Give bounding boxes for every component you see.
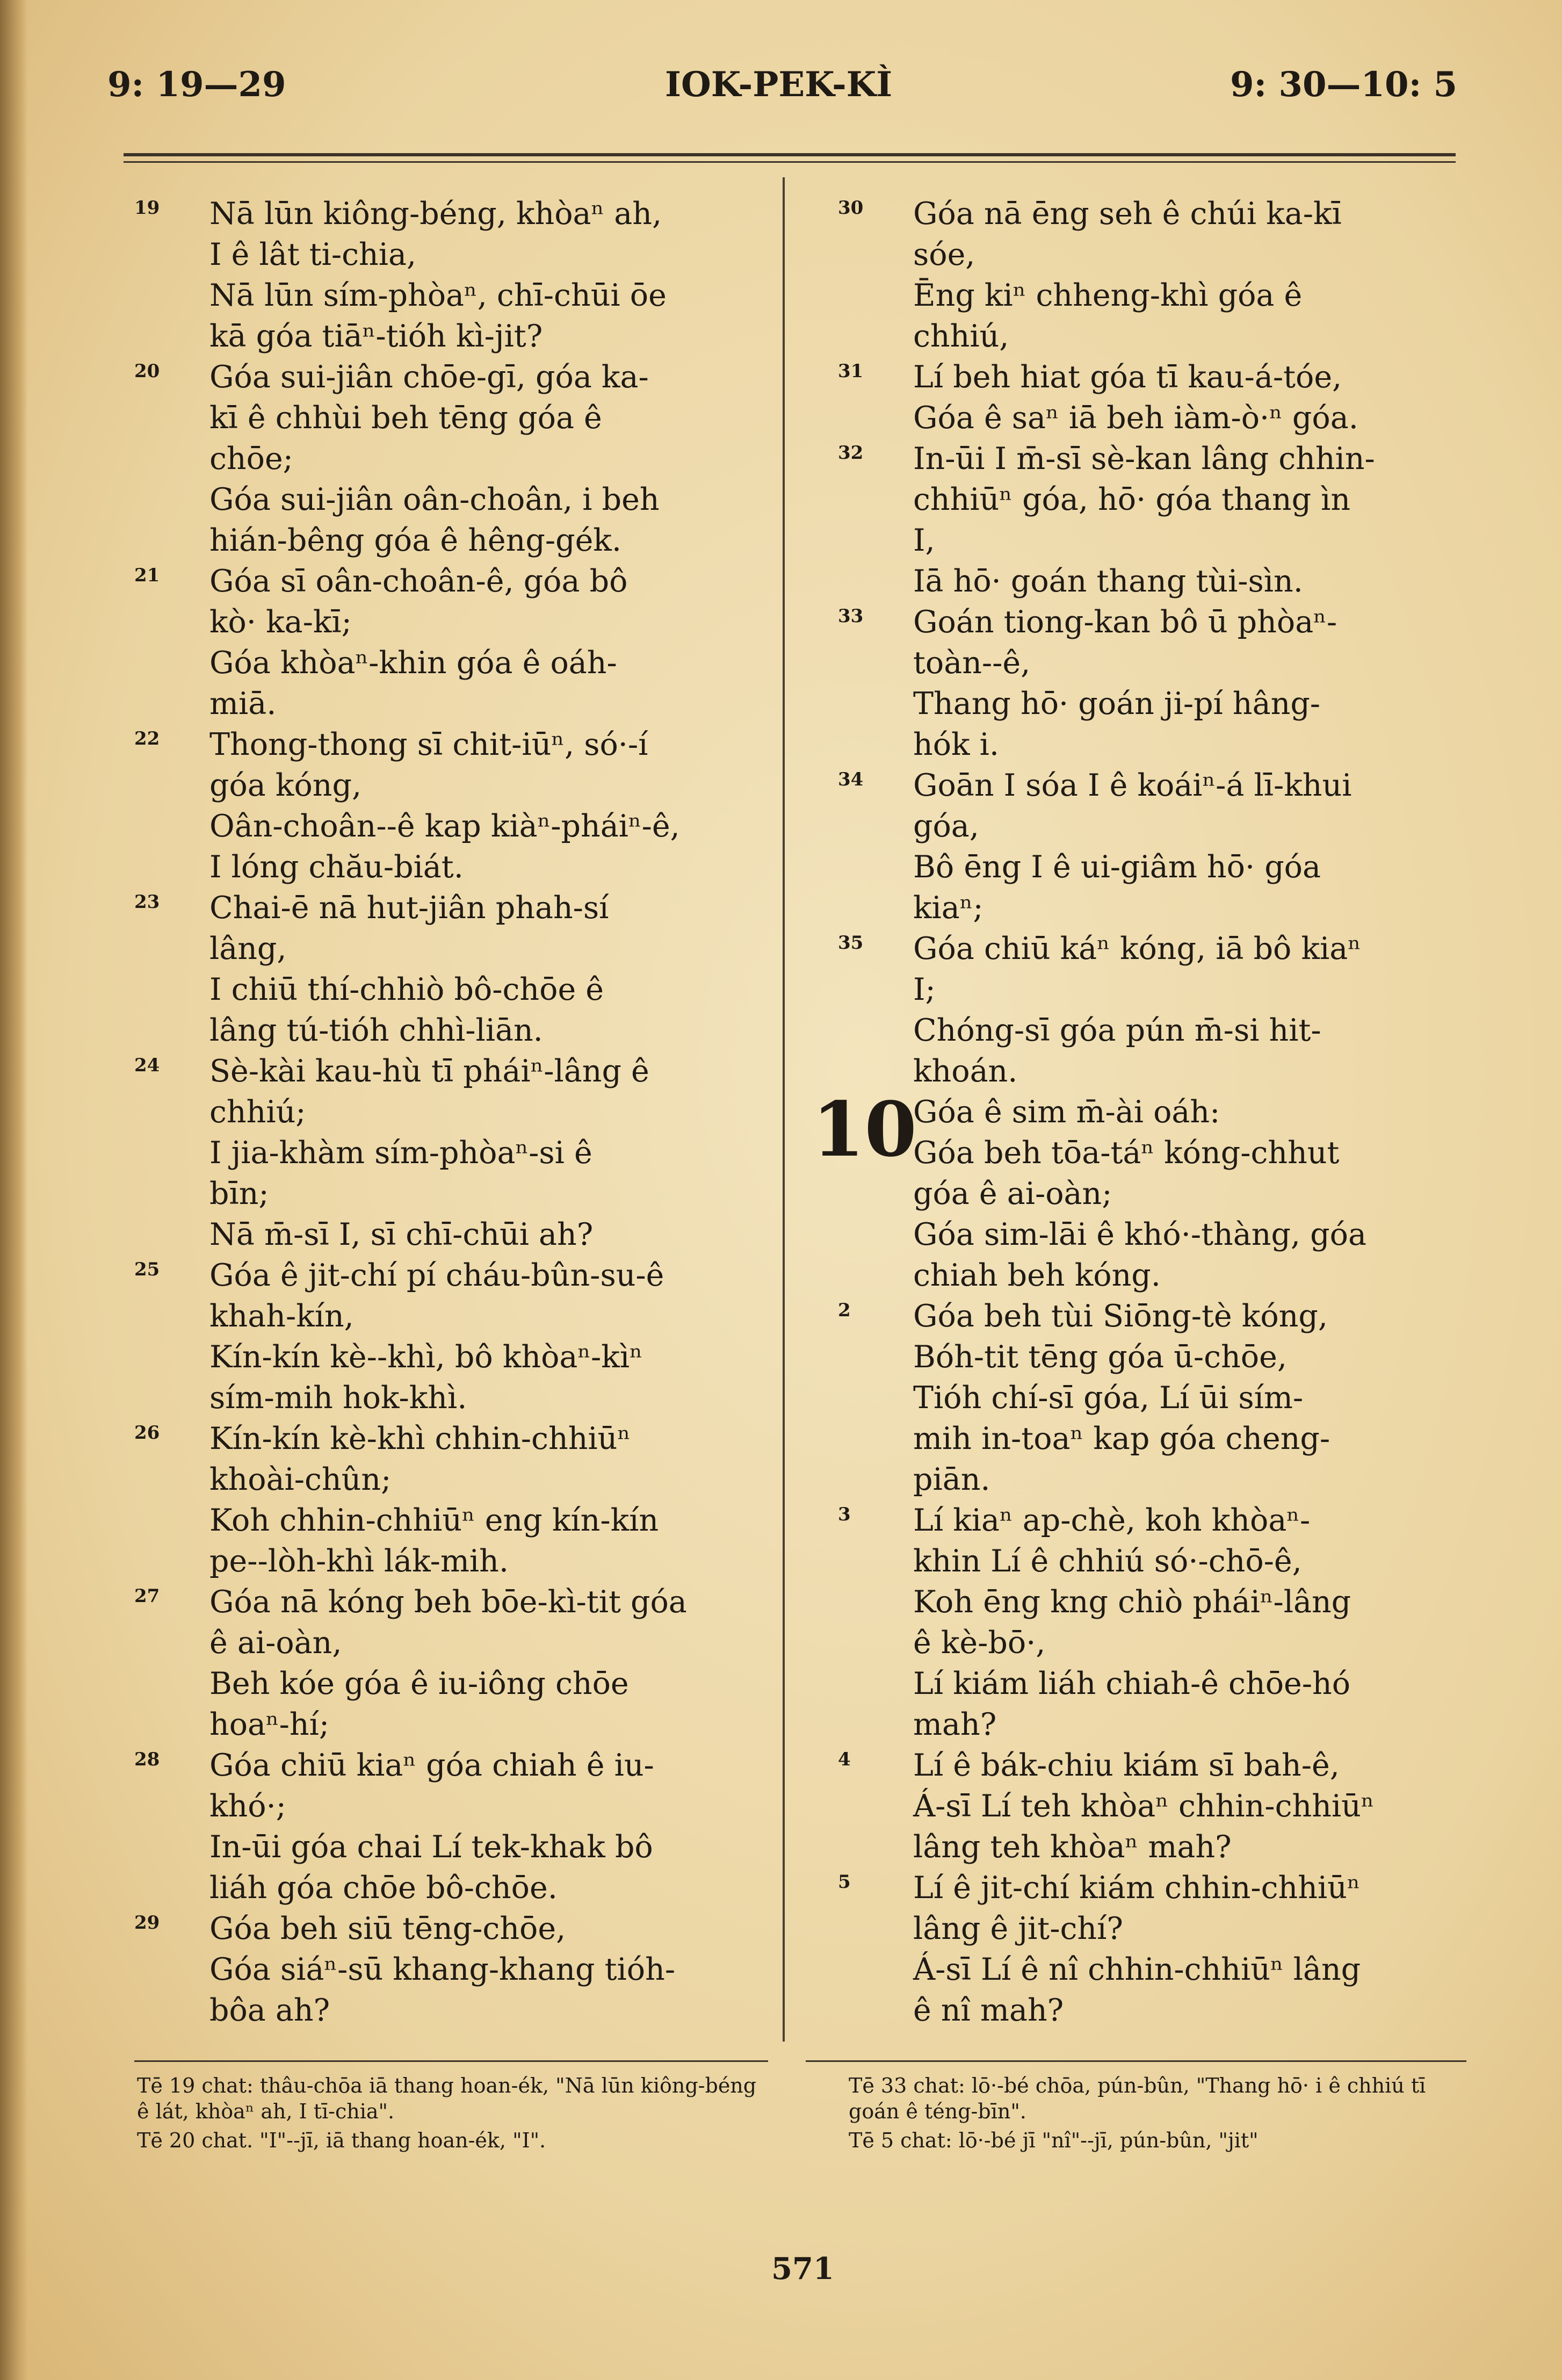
footnote-rule-right [806, 2060, 1466, 2062]
verse-line: I jia-khàm sím-phòaⁿ-si ê [209, 1135, 592, 1171]
left-text-column [134, 193, 714, 2031]
verse-line: Tióh chí-sī góa, Lí ūi sím- [913, 1380, 1304, 1416]
verse-line: chhiūⁿ góa, hō· góa thang ìn [913, 482, 1351, 517]
verse-line: Koh chhin-chhiūⁿ eng kín-kín [209, 1503, 659, 1538]
verse-line: Nā lūn kiông-béng, khòaⁿ ah, [209, 196, 662, 232]
verse [838, 1500, 1461, 1745]
footnote: Tē 5 chat: lō·-bé jī "nî"--jī, pún-bûn, "jit" [849, 2129, 1259, 2152]
verse-line: Góa beh siū tēng-chōe, [209, 1911, 566, 1946]
verse [838, 1867, 1461, 2031]
verse-line: ê kè-bō·, [913, 1625, 1046, 1661]
verse [838, 357, 1461, 438]
verse-number: 31 [838, 360, 864, 382]
verse [838, 193, 1461, 357]
footnote: Tē 19 chat: thâu-chōa iā thang hoan-ék, "Nā lūn kiông-béng ê lát, khòaⁿ ah, I tī-chia". [137, 2074, 757, 2123]
chapter-number: 10 [812, 1086, 917, 1174]
verse-line: chhiú; [209, 1094, 306, 1130]
verse-line: In-ūi I m̄-sī sè-kan lâng chhin- [913, 441, 1375, 477]
verse [134, 561, 714, 724]
verse-number: 24 [134, 1055, 160, 1076]
verse [134, 724, 714, 888]
page-number: 571 [771, 2251, 834, 2287]
verse-line: Sè-kài kau-hù tī pháiⁿ-lâng ê [209, 1054, 649, 1089]
verse-number: 33 [838, 605, 864, 627]
verse-line: Kín-kín kè--khì, bô khòaⁿ-kìⁿ [209, 1339, 643, 1375]
verse-number: 27 [134, 1585, 160, 1607]
verse-line: Góa chiū kiaⁿ góa chiah ê iu- [209, 1748, 654, 1783]
verse [134, 357, 714, 561]
verse-line: Lí beh hiat góa tī kau-á-tóe, [913, 359, 1342, 395]
footnote: Tē 20 chat. "I"--jī, iā thang hoan-ék, "I". [137, 2129, 546, 2152]
verse-number: 32 [838, 442, 864, 464]
verse-line: Nā m̄-sī I, sī chī-chūi ah? [209, 1217, 594, 1252]
verse-line: Góa sim-lāi ê khó·-thàng, góa [913, 1217, 1366, 1252]
header-right-reference: 9: 30—10: 5 [1230, 64, 1457, 105]
verse-line: kò· ka-kī; [209, 604, 352, 640]
verse-line: Oân-choân--ê kap kiàⁿ-pháiⁿ-ê, [209, 809, 680, 844]
verse-line: Goān I sóa I ê koáiⁿ-á lī-khui [913, 768, 1352, 803]
verse-line: Góa nā ēng seh ê chúi ka-kī [913, 196, 1342, 232]
verse-line: Góa siáⁿ-sū khang-khang tióh- [209, 1952, 676, 1987]
verse-number: 23 [134, 891, 160, 913]
verse-line: Ēng kiⁿ chheng-khì góa ê [913, 278, 1303, 313]
verse-line: Nā lūn sím-phòaⁿ, chī-chūi ōe [209, 278, 667, 313]
verse-line: Thang hō· goán ji-pí hâng- [913, 686, 1321, 722]
verse-line: I lóng chău-biát. [209, 849, 464, 885]
verse [134, 1418, 714, 1582]
verse [134, 888, 714, 1051]
verse-line: lâng tú-tióh chhì-liān. [209, 1013, 543, 1048]
verse-line: hián-bêng góa ê hêng-gék. [209, 523, 621, 558]
verse-line: kī ê chhùi beh tēng góa ê [209, 400, 602, 436]
verse-line: chiah beh kóng. [913, 1258, 1161, 1293]
verse-number: 5 [838, 1871, 851, 1893]
verse-line: mah? [913, 1707, 997, 1742]
verse-line: góa kóng, [209, 768, 362, 803]
verse-line: sím-mih hok-khì. [209, 1380, 467, 1416]
verse-number: 34 [838, 769, 864, 790]
verse-line: Góa khòaⁿ-khin góa ê oáh- [209, 645, 617, 681]
verse-line: Bô ēng I ê ui-giâm hō· góa [913, 849, 1321, 885]
book-spine-shadow [0, 0, 28, 2380]
verse-line: góa, [913, 809, 979, 844]
verse [838, 765, 1461, 928]
header-rule-thin [124, 161, 1456, 163]
verse-line: Bóh-tit tēng góa ū-chōe, [913, 1339, 1287, 1375]
verse-number: 2 [838, 1300, 851, 1321]
verse-number: 20 [134, 360, 160, 382]
verse-line: Á-sī Lí ê nî chhin-chhiūⁿ lâng [913, 1952, 1361, 1987]
verse-line: Góa chiū káⁿ kóng, iā bô kiaⁿ [913, 931, 1361, 967]
verse-line: Goán tiong-kan bô ū phòaⁿ- [913, 604, 1337, 640]
verse-line: ê ai-oàn, [209, 1625, 342, 1661]
verse-number: 29 [134, 1912, 160, 1934]
verse-line: Lí kiám liáh chiah-ê chōe-hó [913, 1666, 1351, 1701]
verse-line: toàn--ê, [913, 645, 1031, 681]
verse-line: I chiū thí-chhiò bô-chōe ê [209, 972, 604, 1007]
verse-line: chhiú, [913, 319, 1009, 354]
verse-line: góa ê ai-oàn; [913, 1176, 1112, 1211]
verse-line: piān. [913, 1462, 990, 1497]
verse-line: kiaⁿ; [913, 890, 984, 926]
verse [134, 1255, 714, 1418]
verse [838, 1745, 1461, 1867]
verse-number: 30 [838, 197, 864, 219]
header-left-reference: 9: 19—29 [107, 64, 286, 105]
verse-line: sóe, [913, 237, 975, 272]
verse-line: I; [913, 972, 936, 1007]
verse-line: Iā hō· goán thang tùi-sìn. [913, 564, 1303, 599]
verse-line: I ê lât ti-chia, [209, 237, 417, 272]
verse-line: Chóng-sī góa pún m̄-si hit- [913, 1013, 1321, 1048]
verse-line: Koh ēng kng chiò pháiⁿ-lâng [913, 1584, 1351, 1620]
verse-line: Á-sī Lí teh khòaⁿ chhin-chhiūⁿ [913, 1788, 1375, 1824]
verse [134, 1582, 714, 1745]
verse [134, 1051, 714, 1255]
running-title: IOK-PEK-KÌ [665, 64, 893, 105]
header-rule-thick [124, 153, 1456, 156]
verse-line: miā. [209, 686, 277, 722]
verse-line: bīn; [209, 1176, 269, 1211]
verse-number: 28 [134, 1749, 160, 1770]
verse-number: 19 [134, 197, 160, 219]
verse-line: hók i. [913, 727, 1000, 762]
verse-line: Lí ê bák-chiu kiám sī bah-ê, [913, 1748, 1340, 1783]
footnote-rule-left [134, 2060, 768, 2062]
verse-number: 25 [134, 1259, 160, 1280]
verse-line: Kín-kín kè-khì chhin-chhiūⁿ [209, 1421, 631, 1456]
verse-line: khó·; [209, 1788, 286, 1824]
verse-line: Góa ê jit-chí pí cháu-bûn-su-ê [209, 1258, 664, 1293]
verse-line: Góa beh tōa-táⁿ kóng-chhut [913, 1135, 1340, 1171]
verse-line: khoài-chûn; [209, 1462, 392, 1497]
verse-line: In-ūi góa chai Lí tek-khak bô [209, 1829, 653, 1865]
verse-line: ê nî mah? [913, 1993, 1064, 2028]
verse-line: Góa nā kóng beh bōe-kì-tit góa [209, 1584, 687, 1620]
verse-line: chōe; [209, 441, 293, 477]
verse [134, 1908, 714, 2031]
verse-line: Thong-thong sī chit-iūⁿ, só·-í [209, 727, 648, 762]
verse-line: bôa ah? [209, 1993, 330, 2028]
verse-line: liáh góa chōe bô-chōe. [209, 1870, 558, 1906]
verse-line: kā góa tiāⁿ-tióh kì-jit? [209, 319, 543, 354]
verse-number: 22 [134, 728, 160, 749]
verse-number: 4 [838, 1749, 851, 1770]
verse-number: 3 [838, 1504, 851, 1525]
verse-number: 26 [134, 1422, 160, 1444]
verse-line: lâng ê jit-chí? [913, 1911, 1123, 1946]
verse [134, 1745, 714, 1908]
footnotes-left [137, 2073, 771, 2157]
verse-line: Góa ê sim m̄-ài oáh: [913, 1094, 1220, 1130]
verse-line: Lí ê jit-chí kiám chhin-chhiūⁿ [913, 1870, 1361, 1906]
verse [838, 1296, 1461, 1500]
footnotes-right [849, 2073, 1466, 2157]
verse-number: 21 [134, 565, 160, 586]
verse-line: khoán. [913, 1054, 1018, 1089]
verse-line: lâng teh khòaⁿ mah? [913, 1829, 1232, 1865]
verse-line: Lí kiaⁿ ap-chè, koh khòaⁿ- [913, 1503, 1311, 1538]
verse-line: I, [913, 523, 935, 558]
verse [838, 602, 1461, 765]
right-text-column [812, 193, 1461, 2031]
verse-line: Góa sui-jiân chōe-gī, góa ka- [209, 359, 649, 395]
verse-line: Chai-ē nā hut-jiân phah-sí [209, 890, 609, 926]
verse-line: khin Lí ê chhiú só·-chō-ê, [913, 1544, 1302, 1579]
verse-line: Góa sī oân-choân-ê, góa bô [209, 564, 628, 599]
verse-line: khah-kín, [209, 1299, 354, 1334]
verse [838, 928, 1461, 1092]
verse-line: Beh kóe góa ê iu-iông chōe [209, 1666, 629, 1701]
verse-line: mih in-toaⁿ kap góa cheng- [913, 1421, 1330, 1456]
column-divider [783, 177, 785, 2042]
chapter-start [812, 1086, 1461, 1296]
footnote: Tē 33 chat: lō·-bé chōa, pún-bûn, "Thang hō· i ê chhiú tī goán ê téng-bīn". [849, 2074, 1426, 2123]
verse-line: hoaⁿ-hí; [209, 1707, 330, 1742]
verse-number: 35 [838, 932, 864, 954]
verse-line: Góa beh tùi Siōng-tè kóng, [913, 1299, 1328, 1334]
verse-line: lâng, [209, 931, 287, 967]
verse [838, 438, 1461, 602]
verse-line: pe--lòh-khì lák-mih. [209, 1544, 509, 1579]
verse-line: Góa ê saⁿ iā beh iàm-ò·ⁿ góa. [913, 400, 1358, 436]
verse-line: Góa sui-jiân oân-choân, i beh [209, 482, 660, 517]
verse [134, 193, 714, 357]
